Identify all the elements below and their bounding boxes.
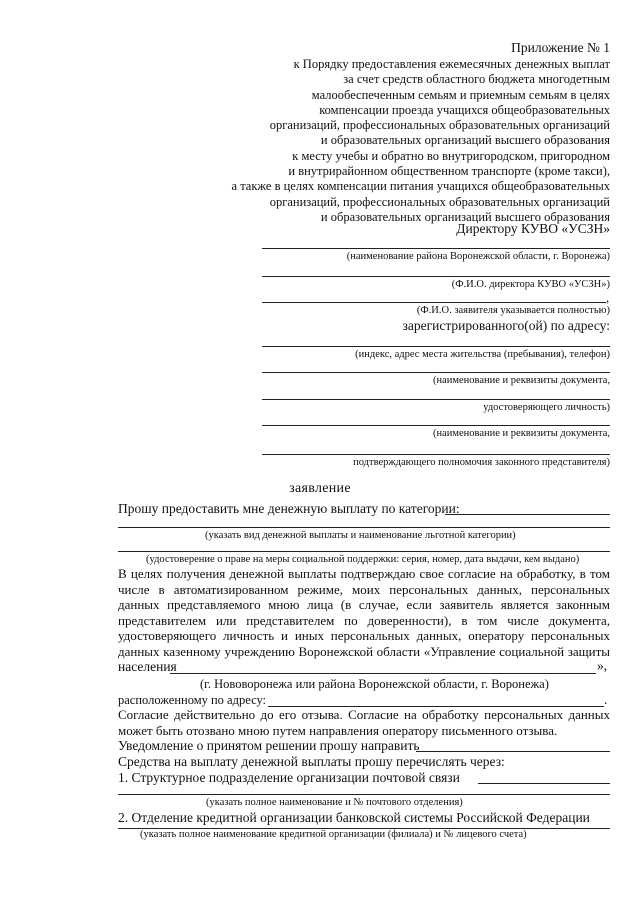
validity-line: может быть отозвано мною путем направления оператору письменного отзыва.	[118, 722, 558, 738]
appendix-line: компенсации проезда учащихся общеобразовательных	[319, 102, 610, 117]
option-post: 1. Структурное подразделение организации почтовой связи	[118, 770, 460, 785]
located-dot: .	[604, 692, 608, 707]
consent-line: удостоверяющего личность и иных персональных данных, оператору персональных	[118, 628, 610, 643]
certificate-line[interactable]	[118, 551, 610, 552]
identity-doc-line[interactable]	[262, 372, 610, 373]
appendix-line: организаций, профессиональных образовательных организаций	[269, 194, 610, 209]
validity-line: Согласие действительно до его отзыва. Согласие на обработку персональных данных	[118, 707, 610, 722]
consent-paragraph	[118, 566, 610, 659]
registered-label: зарегистрированного(ой) по адресу:	[402, 318, 610, 333]
appendix-line: за счет средств областного бюджета многодетным	[343, 72, 610, 87]
district-hint: (наименование района Воронежской области, г. Воронежа)	[346, 251, 610, 262]
identity-doc-hint: (наименование и реквизиты документа,	[432, 375, 610, 386]
consent-line: данных представляемого мною лица (в случае, если заявитель является законным	[118, 597, 610, 612]
identity-doc-line-2[interactable]	[262, 399, 610, 400]
certificate-hint: (удостоверение о праве на меры социальной поддержки: серия, номер, дата выдачи, кем выдано)	[146, 554, 580, 565]
option-bank: 2. Отделение кредитной организации банковской системы Российской Федерации	[118, 810, 590, 825]
consent-line: представителем или представителем по доверенности), в том числе документа,	[118, 612, 610, 628]
located-text: расположенному по адресу:	[118, 693, 267, 707]
appendix-line: а также в целях компенсации питания учащихся общеобразовательных	[231, 179, 610, 194]
appendix-line: к Порядку предоставления ежемесячных денежных выплат	[293, 57, 610, 71]
population-text: населения	[118, 659, 177, 674]
category-hint: (указать вид денежной выплаты и наименование льготной категории)	[205, 530, 516, 541]
address-hint: (индекс, адрес места жительства (пребывания), телефон)	[355, 349, 610, 360]
consent-line: данных казенному учреждению Воронежской области «Управление социальной защиты	[118, 643, 610, 659]
director-label: Директору КУВО «УСЗН»	[456, 221, 610, 236]
appendix-subtitle	[232, 57, 610, 225]
post-line[interactable]	[478, 783, 610, 784]
appendix-line: к месту учебы и обратно во внутригородском, пригородном	[292, 148, 610, 163]
director-name-line[interactable]	[262, 276, 610, 277]
application-title: заявление	[289, 481, 351, 496]
bank-hint: (указать полное наименование кредитной организации (филиала) и № лицевого счета)	[140, 829, 527, 840]
appendix-line: малообеспеченным семьям и приемным семьям в целях	[311, 87, 610, 102]
rep-doc-line[interactable]	[262, 425, 610, 426]
rep-doc-hint: (наименование и реквизиты документа,	[432, 428, 610, 439]
appendix-title: Приложение № 1	[511, 40, 610, 55]
applicant-name-comma: ,	[606, 291, 610, 305]
category-line[interactable]	[445, 514, 610, 515]
post-line-2[interactable]	[118, 794, 610, 795]
consent-line: В целях получения денежной выплаты подтверждаю свое согласие на обработку, в том	[118, 566, 610, 581]
post-hint: (указать полное наименование и № почтового отделения)	[206, 797, 463, 808]
organization-line[interactable]	[170, 673, 596, 674]
applicant-name-hint: (Ф.И.О. заявителя указывается полностью)	[416, 305, 610, 316]
applicant-name-line[interactable]	[262, 302, 606, 303]
rep-doc-line-2[interactable]	[262, 454, 610, 455]
consent-line: числе в автоматизированном режиме, моих персональных данных, персональных	[118, 581, 610, 597]
appendix-line: и образовательных организаций высшего образования	[320, 133, 610, 148]
appendix-line: и внутрирайонном общественном транспорте (кроме такси),	[288, 164, 610, 179]
notify-line[interactable]	[416, 751, 610, 752]
district-line[interactable]	[262, 248, 610, 249]
identity-hint: удостоверяющего личность)	[483, 402, 610, 413]
rep-hint: подтверждающего полномочия законного представителя)	[353, 457, 610, 468]
quote-end: »,	[597, 658, 608, 673]
request-text: Прошу предоставить мне денежную выплату по категории:	[118, 501, 460, 516]
director-name-hint: (Ф.И.О. директора КУВО «УСЗН»)	[451, 279, 610, 290]
transfer-text: Средства на выплату денежной выплаты прошу перечислять через:	[118, 754, 505, 769]
validity-paragraph	[118, 707, 610, 738]
notify-text: Уведомление о принятом решении прошу направить	[118, 738, 420, 753]
city-hint: (г. Нововоронежа или района Воронежской области, г. Воронежа)	[200, 677, 549, 691]
appendix-line: организаций, профессиональных образовательных организаций	[269, 118, 610, 133]
appendix-line: и образовательных организаций высшего образования	[320, 209, 610, 224]
address-line[interactable]	[262, 346, 610, 347]
category-line-2[interactable]	[118, 527, 610, 528]
